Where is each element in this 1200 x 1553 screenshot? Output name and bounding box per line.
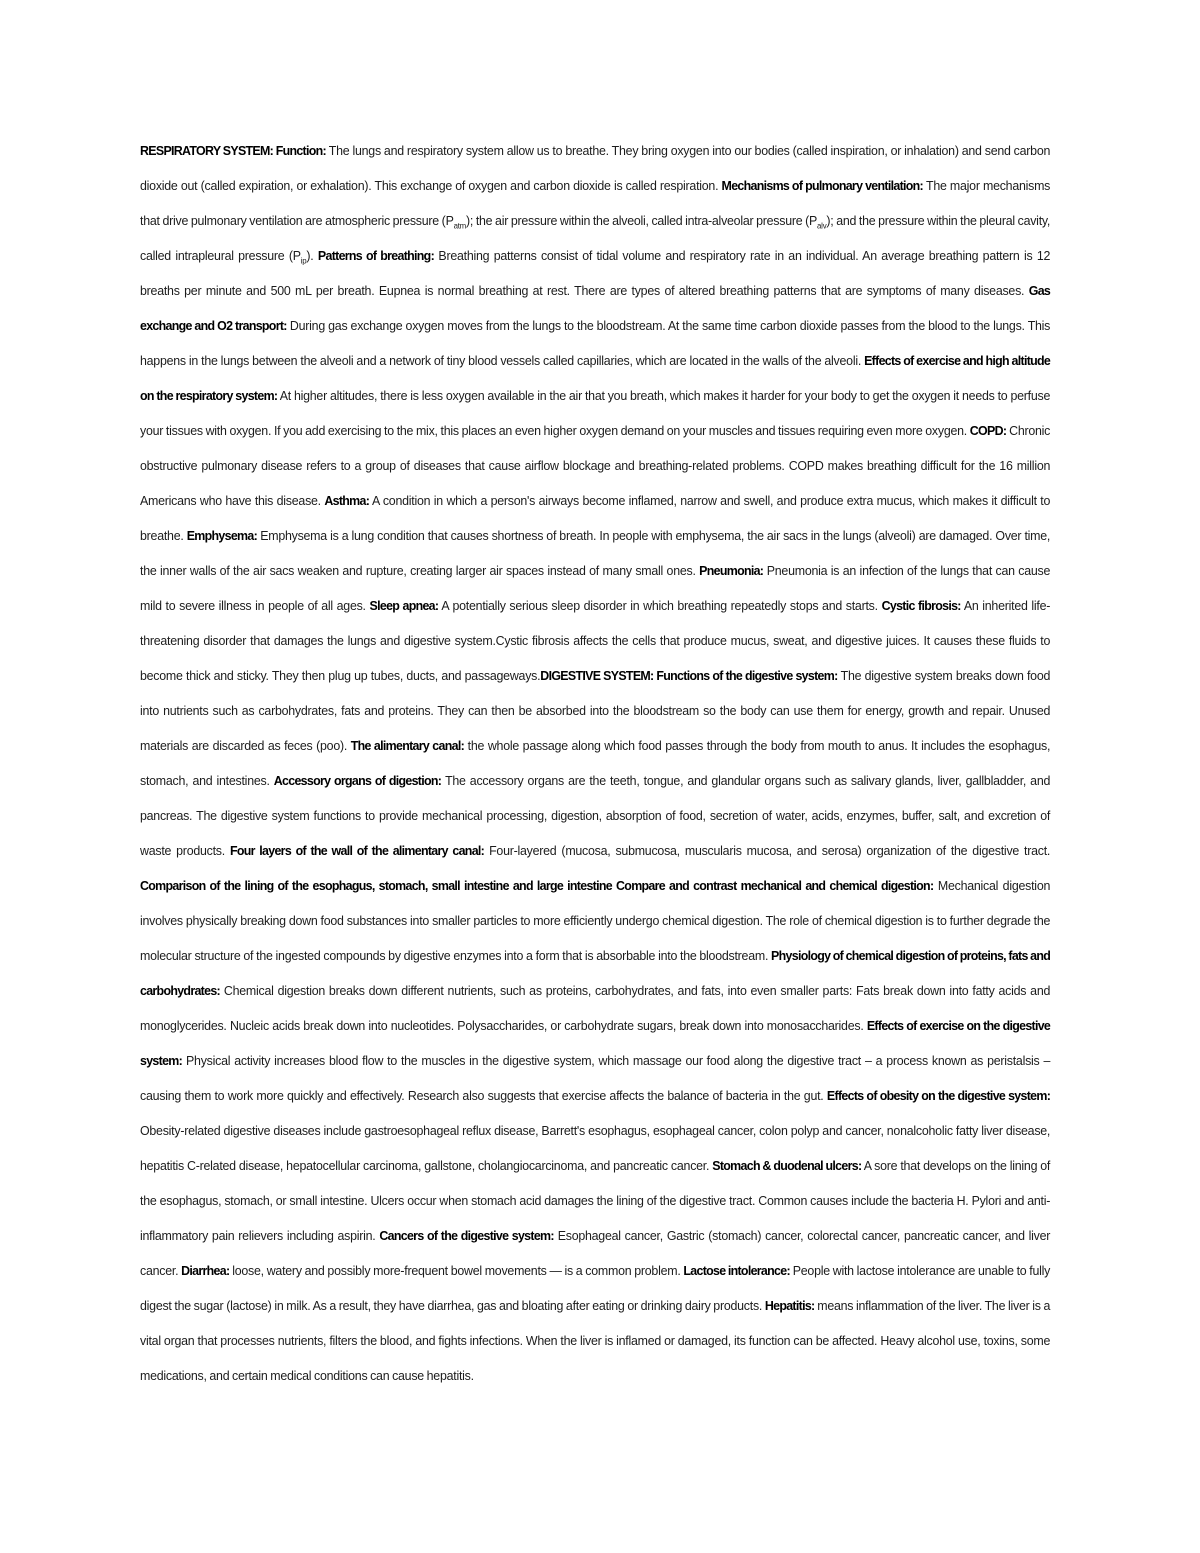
text-pulmonary-ventilation-3: ); and the pressure within the pleural cavity, called intrapleural pressure (P bbox=[140, 214, 1051, 263]
heading-ulcers: Stomach & duodenal ulcers: bbox=[712, 1159, 862, 1173]
subscript-ip: ip bbox=[300, 256, 307, 266]
text-pulmonary-ventilation: The major mechanisms that drive pulmonary ventilation are atmospheric pressure (P bbox=[140, 179, 1051, 228]
heading-exercise-digestive: Effects of exercise on the digestive system: bbox=[140, 1019, 1051, 1068]
text-obesity-digestive: Obesity-related digestive diseases include gastroesophageal reflux disease, Barrett's esophagus, esophageal cancer, colon polyp and cancer, nonalcoholic fatty liver disease, hepatitis C-related disease, hepatocellular carcinoma, gallstone, cholangiocarcinoma, and pancreatic cancer. bbox=[140, 1124, 1051, 1173]
text-chemical-digestion-physiology: Chemical digestion breaks down different nutrients, such as proteins, carbohydrates, and fats, into even smaller parts: Fats break down into fatty acids and monoglycerides. Nucleic acids break down into nucleotides. Polysaccharides, or carbohydrate sugars, break down into monosaccharides. bbox=[140, 984, 1051, 1033]
heading-four-layers: Four layers of the wall of the alimentary canal: bbox=[229, 844, 485, 858]
text-emphysema: Emphysema is a lung condition that causes shortness of breath. In people with emphysema, the air sacs in the lungs (alveoli) are damaged. Over time, the inner walls of the air sacs weaken and rupture, creating larger air spaces instead of many small ones. bbox=[140, 529, 1051, 578]
heading-copd: COPD: bbox=[969, 424, 1007, 438]
text-digestive-functions: The digestive system breaks down food into nutrients such as carbohydrates, fats and proteins. They can then be absorbed into the bloodstream so the body can use them for energy, growth and repair. Unused materials are discarded as feces (poo). bbox=[140, 669, 1051, 753]
document-body bbox=[140, 134, 1050, 1394]
heading-sleep-apnea: Sleep apnea: bbox=[369, 599, 439, 613]
heading-chemical-digestion-physiology: Physiology of chemical digestion of proteins, fats and carbohydrates: bbox=[140, 949, 1051, 998]
heading-hepatitis: Hepatitis: bbox=[764, 1299, 815, 1313]
heading-pneumonia: Pneumonia: bbox=[699, 564, 764, 578]
text-respiratory-function: The lungs and respiratory system allow us to breathe. They bring oxygen into our bodies (called inspiration, or inhalation) and send carbon dioxide out (called expiration, or exhalation). This exchange of oxygen and carbon dioxide is called respiration. bbox=[140, 144, 1051, 193]
heading-patterns-of-breathing: Patterns of breathing: bbox=[317, 249, 435, 263]
subscript-atm: atm bbox=[453, 221, 467, 231]
text-lactose-intolerance: People with lactose intolerance are unable to fully digest the sugar (lactose) in milk. As a result, they have diarrhea, gas and bloating after eating or drinking dairy products. bbox=[140, 1264, 1051, 1313]
text-exercise-altitude: At higher altitudes, there is less oxygen available in the air that you breath, which makes it harder for your body to get the oxygen it needs to perfuse your tissues with oxygen. If you add exercising to the mix, this places an even higher oxygen demand on your muscles and tissues requiring even more oxygen. bbox=[140, 389, 1051, 438]
text-pulmonary-ventilation-2: ); the air pressure within the alveoli, called intra-alveolar pressure (P bbox=[466, 214, 818, 228]
heading-exercise-altitude: Effects of exercise and high altitude on the respiratory system: bbox=[140, 354, 1051, 403]
text-copd: Chronic obstructive pulmonary disease refers to a group of diseases that cause airflow blockage and breathing-related problems. COPD makes breathing difficult for the 16 million Americans who have this disease. bbox=[140, 424, 1051, 508]
subscript-alv: alv bbox=[817, 221, 827, 231]
heading-obesity-digestive: Effects of obesity on the digestive system: bbox=[826, 1089, 1051, 1103]
heading-pulmonary-ventilation: Mechanisms of pulmonary ventilation: bbox=[721, 179, 923, 193]
text-asthma: A condition in which a person's airways become inflamed, narrow and swell, and produce extra mucus, which makes it difficult to breathe. bbox=[140, 494, 1051, 543]
text-exercise-digestive: Physical activity increases blood flow to the muscles in the digestive system, which massage our food along the digestive tract – a process known as peristalsis – causing them to work more quickly and effectively. Research also suggests that exercise affects the balance of bacteria in the gut. bbox=[140, 1054, 1051, 1103]
heading-accessory-organs: Accessory organs of digestion: bbox=[273, 774, 442, 788]
heading-digestive-cancers: Cancers of the digestive system: bbox=[379, 1229, 554, 1243]
text-accessory-organs: The accessory organs are the teeth, tongue, and glandular organs such as salivary glands, liver, gallbladder, and pancreas. The digestive system functions to provide mechanical processing, digestion, absorption of food, secretion of water, acids, enzymes, buffer, salt, and excretion of waste products. bbox=[140, 774, 1051, 858]
text-alimentary-canal: the whole passage along which food passes through the body from mouth to anus. It includes the esophagus, stomach, and intestines. bbox=[140, 739, 1051, 788]
heading-digestive-functions: DIGESTIVE SYSTEM: Functions of the digestive system: bbox=[540, 669, 838, 683]
heading-gas-exchange: Gas exchange and O2 transport: bbox=[140, 284, 1051, 333]
heading-lactose-intolerance: Lactose intolerance: bbox=[683, 1264, 790, 1278]
text-patterns-of-breathing: Breathing patterns consist of tidal volume and respiratory rate in an individual. An average breathing pattern is 12 breaths per minute and 500 mL per breath. Eupnea is normal breathing at rest. There are types of altered breathing patterns that are symptoms of many diseases. bbox=[140, 249, 1051, 298]
text-hepatitis: means inflammation of the liver. The liver is a vital organ that processes nutrients, filters the blood, and fights infections. When the liver is inflamed or damaged, its function can be affected. Heavy alcohol use, toxins, some medications, and certain medical conditions can cause hepatitis. bbox=[140, 1299, 1051, 1383]
text-mechanical-chemical-digestion: Mechanical digestion involves physically breaking down food substances into smaller particles to more efficiently undergo chemical digestion. The role of chemical digestion is to further degrade the molecular structure of the ingested compounds by digestive enzymes into a form that is absorbable into the bloodstream. bbox=[140, 879, 1051, 963]
heading-mechanical-chemical-digestion: Comparison of the lining of the esophagus, stomach, small intestine and large intestine Compare and contrast mechanical and chemical digestion: bbox=[140, 879, 934, 893]
heading-respiratory-function: RESPIRATORY SYSTEM: Function: bbox=[140, 144, 326, 158]
text-pulmonary-ventilation-4: ). bbox=[306, 249, 318, 263]
text-diarrhea: loose, watery and possibly more-frequent bowel movements — is a common problem. bbox=[229, 1264, 684, 1278]
heading-asthma: Asthma: bbox=[324, 494, 370, 508]
heading-cystic-fibrosis: Cystic fibrosis: bbox=[881, 599, 961, 613]
heading-emphysema: Emphysema: bbox=[186, 529, 258, 543]
text-pneumonia: Pneumonia is an infection of the lungs that can cause mild to severe illness in people of all ages. bbox=[140, 564, 1051, 613]
text-ulcers: A sore that develops on the lining of the esophagus, stomach, or small intestine. Ulcers occur when stomach acid damages the lining of the digestive tract. Common causes include the bacteria H. Pylori and anti-inflammatory pain relievers including aspirin. bbox=[140, 1159, 1051, 1243]
text-sleep-apnea: A potentially serious sleep disorder in which breathing repeatedly stops and starts. bbox=[438, 599, 882, 613]
text-gas-exchange: During gas exchange oxygen moves from the lungs to the bloodstream. At the same time carbon dioxide passes from the blood to the lungs. This happens in the lungs between the alveoli and a network of tiny blood vessels called capillaries, which are located in the walls of the alveoli. bbox=[140, 319, 1051, 368]
heading-diarrhea: Diarrhea: bbox=[181, 1264, 230, 1278]
text-cystic-fibrosis: An inherited life-threatening disorder that damages the lungs and digestive system.Cystic fibrosis affects the cells that produce mucus, sweat, and digestive juices. It causes these fluids to become thick and sticky. They then plug up tubes, ducts, and passageways. bbox=[140, 599, 1051, 683]
text-four-layers: Four-layered (mucosa, submucosa, muscularis mucosa, and serosa) organization of the digestive tract. bbox=[484, 844, 1051, 858]
heading-alimentary-canal: The alimentary canal: bbox=[350, 739, 465, 753]
text-digestive-cancers: Esophageal cancer, Gastric (stomach) cancer, colorectal cancer, pancreatic cancer, and liver cancer. bbox=[140, 1229, 1051, 1278]
